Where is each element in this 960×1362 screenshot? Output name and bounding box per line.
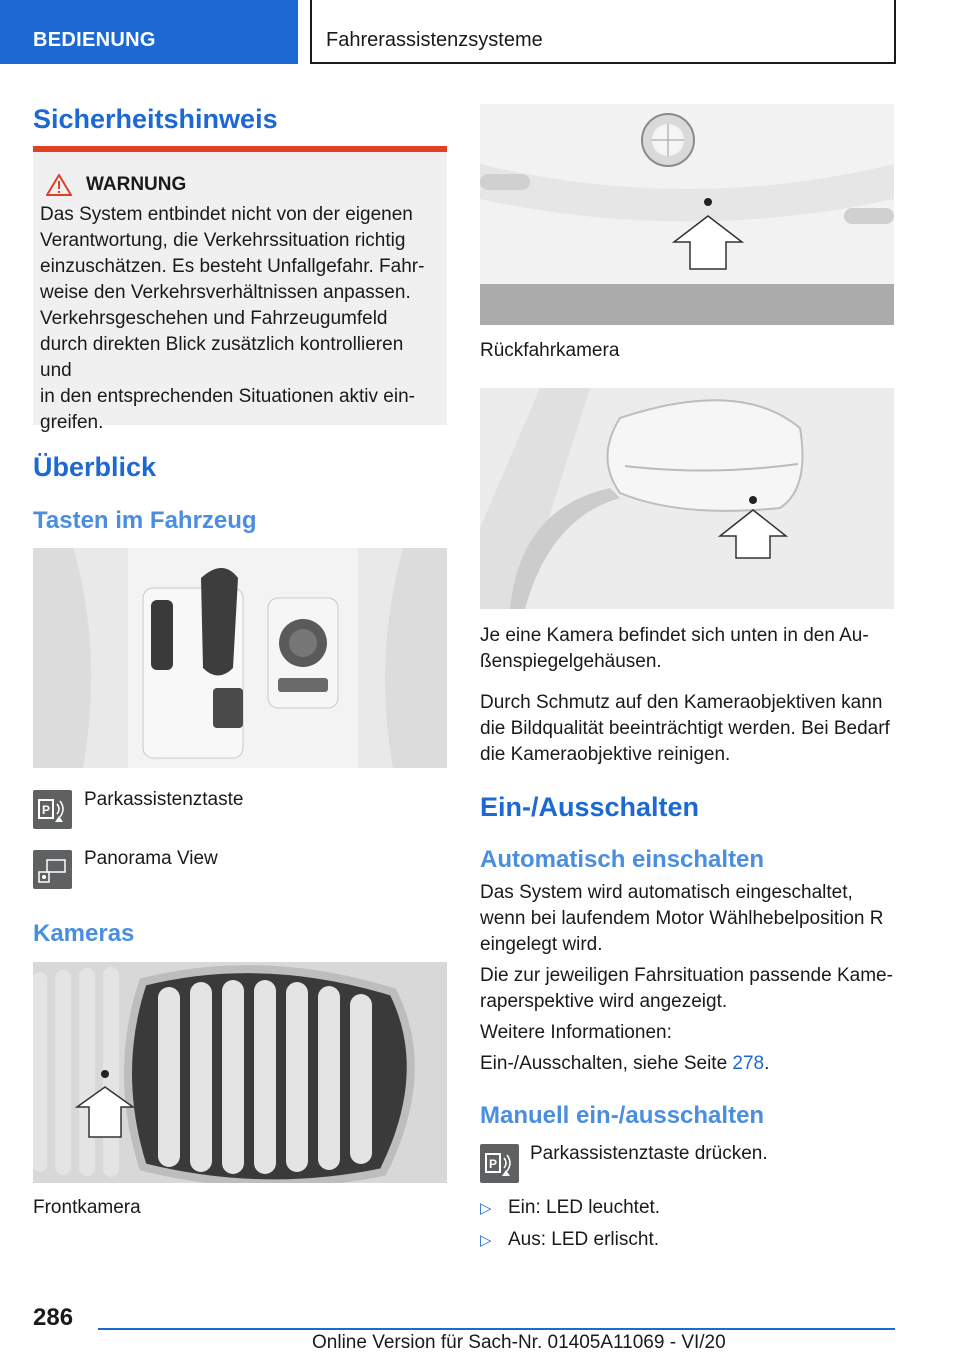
more-info-label: Weitere Informationen: (480, 1022, 672, 1043)
rear-camera-caption: Rückfahrkamera (480, 340, 620, 361)
list-item: ▷ Aus: LED erlischt. (480, 1229, 659, 1250)
perspective-text: Die zur jeweiligen Fahrsituation passende Kame- raperspektive wird angezeigt. (480, 965, 893, 1012)
park-assist-button-icon (33, 790, 72, 829)
auto-on-heading: Automatisch einschalten (480, 846, 765, 873)
warning-triangle-icon (46, 174, 72, 196)
front-camera-caption: Frontkamera (33, 1197, 141, 1218)
onoff-heading: Ein-/Ausschalten (480, 792, 700, 822)
overview-heading: Überblick (33, 452, 157, 482)
bullet-triangle-icon: ▷ (480, 1200, 492, 1217)
mirror-camera-image (480, 388, 894, 609)
panorama-view-button-icon (33, 850, 72, 889)
footer-online-version: Online Version für Sach-Nr. 01405A11069 - VI/20 (312, 1332, 726, 1353)
panorama-view-label: Panorama View (84, 848, 218, 869)
cameras-heading: Kameras (33, 920, 135, 947)
chapter-title: Fahrerassistenzsysteme (310, 0, 896, 64)
svg-text:P: P (42, 803, 51, 817)
cross-reference: Ein-/Ausschalten, siehe Seite 278. (480, 1053, 770, 1074)
list-item: ▷ Ein: LED leuchtet. (480, 1197, 661, 1218)
dirt-note-text: Durch Schmutz auf den Kameraobjektiven kann die Bildqualität beeinträchtigt werden. Bei Bedarf die Kameraobjektive reinigen. (480, 692, 890, 765)
safety-heading: Sicherheitshinweis (33, 104, 278, 134)
warning-label: WARNUNG (86, 174, 187, 195)
manual-heading: Manuell ein-/ausschalten (480, 1102, 765, 1129)
manual-text: Parkassistenztaste drücken. (530, 1143, 768, 1164)
warning-header (46, 174, 439, 196)
bullet-triangle-icon: ▷ (480, 1232, 492, 1249)
park-assist-label: Parkassistenztaste (84, 789, 244, 810)
warning-text: Das System entbindet nicht von der eigenen Verantwortung, die Verkehrssituation richtig einzuschätzen. Es besteht Unfallgefahr. Fahr- weise den Verkehrsverhältnissen anpassen. Verkehrsgeschehen und Fahrzeugumfeld durch direkten Blick zusätzlich kontrollieren und in den entsprechenden Situationen aktiv ein- greifen. (40, 204, 425, 433)
page-number: 286 (33, 1304, 74, 1331)
rear-camera-image (480, 104, 894, 325)
warning-box (33, 146, 447, 433)
footer-divider (98, 1328, 895, 1330)
park-assist-button-icon-2 (480, 1144, 519, 1183)
center-console-image (33, 548, 447, 768)
front-camera-image (33, 962, 447, 1183)
auto-on-text: Das System wird automatisch eingeschaltet, wenn bei laufendem Motor Wählhebelposition R eingelegt wird. (480, 882, 884, 955)
mirror-camera-text: Je eine Kamera befindet sich unten in den Au- ßenspiegelgehäusen. (480, 625, 869, 672)
buttons-heading: Tasten im Fahrzeug (33, 507, 257, 534)
section-tab: BEDIENUNG (0, 0, 298, 64)
svg-text:P: P (489, 1157, 498, 1171)
page-link[interactable]: 278 (732, 1053, 765, 1074)
